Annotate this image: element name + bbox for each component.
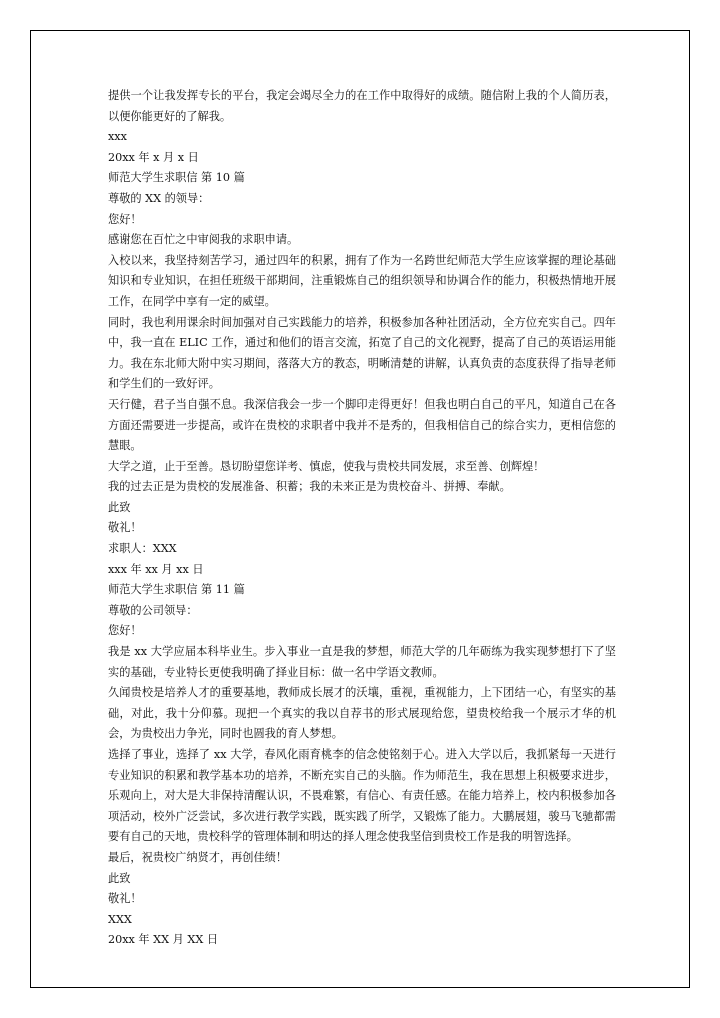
- text-line: 您好！: [108, 212, 142, 226]
- text-line: 尊敬的公司领导：: [108, 603, 198, 617]
- text-line: 大学之道，止于至善。恳切盼望您详考、慎虑，使我与贵校共同发展，求至善、创辉煌！: [108, 459, 545, 473]
- text-line: 敬礼！: [108, 521, 142, 535]
- paragraph: 久闻贵校是培养人才的重要基地，教师成长展才的沃壤，重视，重视能力，上下团结一心，有坚实的基础，对此，我十分仰慕。现把一个真实的我以自荐书的形式展现给您，望贵校给我一个展示才华的机会，为贵校出力争光，同时也圆我的育人梦想。: [108, 686, 616, 741]
- text-line: 您好！: [108, 624, 142, 638]
- text-line: xxx: [108, 130, 127, 144]
- text-line: 求职人：XXX: [108, 542, 177, 556]
- text-line: 20xx 年 x 月 x 日: [108, 150, 199, 164]
- paragraph: 入校以来，我坚持刻苦学习，通过四年的积累，拥有了作为一名跨世纪师范大学生应该掌握的理论基础知识和专业知识，在担任班级干部期间，注重锻炼自己的组织领导和协调合作的能力，积极热情地开展工作，在同学中享有一定的威望。: [108, 253, 616, 308]
- text-line: 最后，祝贵校广纳贤才，再创佳绩！: [108, 850, 288, 864]
- paragraph: 提供一个让我发挥专长的平台，我定会竭尽全力的在工作中取得好的成绩。随信附上我的个人简历表，以便你能更好的了解我。: [108, 89, 616, 123]
- text-line: 感谢您在百忙之中审阅我的求职申请。: [108, 233, 299, 247]
- text-line: 我的过去正是为贵校的发展准备、积蓄；我的未来正是为贵校奋斗、拼搏、奉献。: [108, 480, 511, 494]
- document-body: [108, 86, 616, 951]
- text-line: 20xx 年 XX 月 XX 日: [108, 933, 219, 947]
- paragraph: 天行健，君子当自强不息。我深信我会一步一个脚印走得更好！但我也明白自己的平凡，知道自己在各方面还需要进一步提高，或许在贵校的求职者中我并不是秀的，但我相信自己的综合实力，更相信您的慧眼。: [108, 397, 616, 453]
- text-line: XXX: [108, 912, 132, 926]
- text-line: 敬礼！: [108, 892, 142, 906]
- text-line: 师范大学生求职信 第 10 篇: [108, 171, 245, 185]
- text-line: xxx 年 xx 月 xx 日: [108, 562, 204, 576]
- text-line: 尊敬的 XX 的领导：: [108, 191, 210, 205]
- text-line: 师范大学生求职信 第 11 篇: [108, 583, 245, 597]
- text-line: 此致: [108, 500, 131, 514]
- paragraph: 我是 xx 大学应届本科毕业生。步入事业一直是我的梦想，师范大学的几年砺练为我实现梦想打下了坚实的基础，专业特长更使我明确了择业目标：做一名中学语文教师。: [108, 645, 616, 679]
- paragraph: 选择了事业，选择了 xx 大学，春风化雨育桃李的信念使铭刻于心。进入大学以后，我抓紧每一天进行专业知识的积累和教学基本功的培养，不断充实自己的头脑。作为师范生，我在思想上积极要求进步，乐观向上，对大是大非保持清醒认识，不畏难繁，有信心、有责任感。在能力培养上，校内积极参加各项活动，校外广泛尝试，多次进行教学实践，既实践了所学，又锻炼了能力。大鹏展翅，骏马飞驰都需要有自己的天地，贵校科学的管理体制和明达的择人理念使我坚信到贵校工作是我的明智选择。: [108, 748, 616, 844]
- paragraph: 同时，我也利用课余时间加强对自己实践能力的培养，积极参加各种社团活动，全方位充实自己。四年中，我一直在 ELIC 工作，通过和他们的语言交流，拓宽了自己的文化视野，提高了自己的英语运用能力。我在东北师大附中实习期间，落落大方的教态，明晰清楚的讲解，认真负责的态度获得了指导老师和学生们的一致好评。: [108, 315, 616, 391]
- text-line: 此致: [108, 871, 131, 885]
